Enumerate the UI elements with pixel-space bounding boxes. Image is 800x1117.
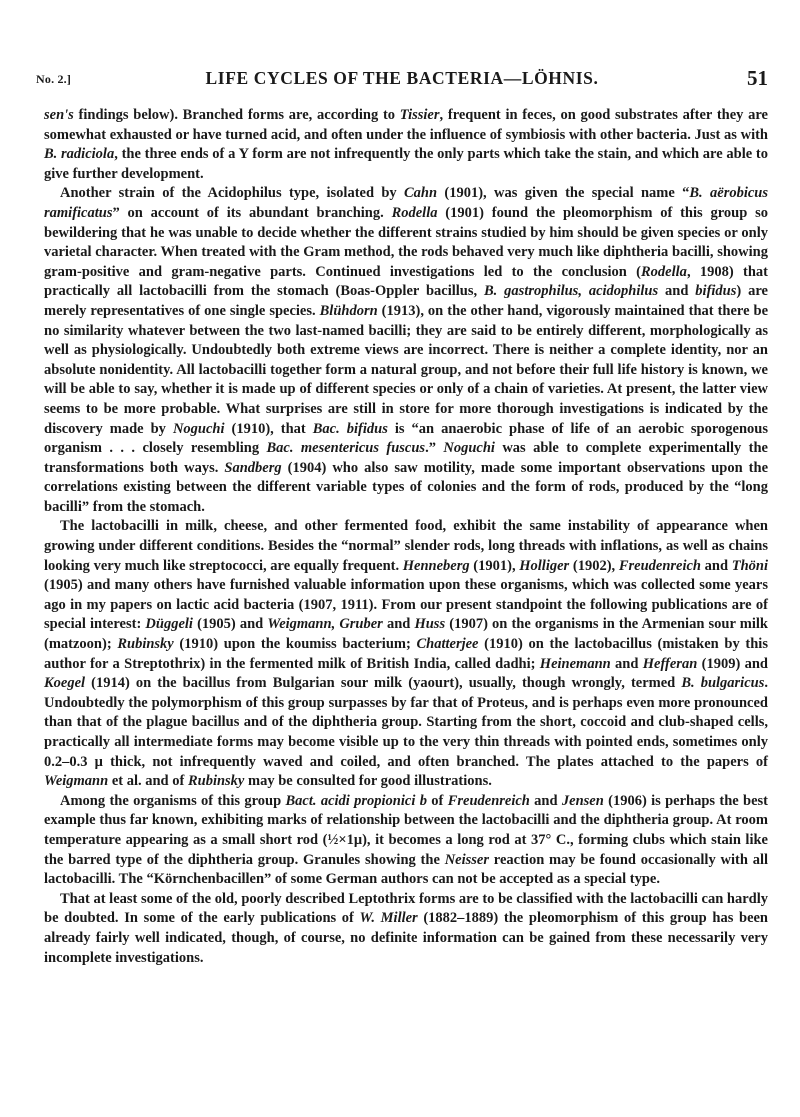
text-run: and — [701, 557, 732, 574]
text-run: (1905) and — [192, 616, 268, 633]
text-run: reaction may be found occasionally with all lactobacilli. The “Körnchenbacillen” of some German authors can not be accepted as a special type. — [44, 851, 768, 888]
text-run: (1902), — [569, 557, 619, 574]
italic-run: Chatterjee — [416, 636, 479, 653]
text-run: (1905) and many others have furnished valuable information upon these organisms, which was collected some years ago in my papers on lactic acid bacteria (1907, 1911). From our present standpoint the following publications are of special interest: — [44, 577, 768, 633]
text-run: findings below). Branched forms are, according to — [73, 107, 400, 123]
text-run: (1901), was given the special name “ — [437, 185, 690, 202]
text-run: The lactobacilli in milk, cheese, and other fermented food, exhibit the same instability of appearance when growing under different conditions. Besides the “normal” slender rods, long threads with inflations, as well as chains looking very much like streptococci, are equally frequent. — [44, 518, 768, 574]
paragraph — [44, 890, 768, 968]
italic-run: Bac. mesentericus fuscus — [266, 440, 426, 457]
text-run: and — [529, 792, 562, 809]
italic-run: B. gastrophilus, acidophilus — [484, 283, 659, 300]
text-run: , the three ends of a Y form are not infrequently the only parts which take the stain, and which are able to give further development. — [44, 146, 768, 182]
article-body — [44, 106, 768, 968]
text-run: and — [658, 283, 696, 300]
text-run: .” — [425, 440, 444, 457]
text-run: (1901) found the pleomorphism of this group so bewildering that he was unable to decide whether the different strains studied by him should be given species or only varietal character. When treated with the Gram method, the rods behaved very much like diphtheria bacilli, showing gram-positive and gram-negative parts. Continued investigations led to the conclusion ( — [44, 204, 768, 280]
italic-run: Freudenreich — [618, 557, 701, 574]
italic-run: B. radiciola — [44, 146, 115, 163]
text-run: et al. and of — [108, 773, 188, 790]
italic-run: Hefferan — [642, 655, 698, 672]
italic-run: W. Miller — [359, 910, 418, 927]
italic-run: Weigmann, Gruber — [267, 616, 383, 633]
italic-run: Noguchi — [172, 420, 225, 437]
italic-run: Freudenreich — [447, 792, 530, 809]
italic-run: B. aërobicus ramificatus — [44, 185, 769, 221]
text-run: and — [610, 655, 643, 672]
issue-number: No. 2.] — [36, 72, 72, 86]
text-run: (1914) on the bacillus from Bulgarian sour milk (yaourt), usually, though wrongly, termed — [85, 675, 682, 692]
italic-run: Heinemann — [539, 655, 611, 672]
text-run: is “an anaerobic phase of life of an aerobic sporogenous organism . . . closely resembling — [44, 420, 768, 457]
paragraph — [44, 184, 768, 517]
italic-run: Huss — [414, 616, 446, 633]
italic-run: Cahn — [404, 185, 438, 202]
text-run: (1906) is perhaps the best example thus far known, exhibiting marks of relationship between the lactobacilli and the diphtheria group. At room temperature appearing as a small short rod (½×1μ), it becomes a long rod at 37° C., forming clubs which stain like the barred type of the diphtheria group. Granules showing the — [44, 792, 769, 868]
running-header — [36, 66, 768, 92]
running-title: LIFE CYCLES OF THE BACTERIA—LÖHNIS. — [205, 68, 599, 88]
text-run: (1901), — [469, 557, 520, 574]
italic-run: Jensen — [561, 792, 604, 809]
text-run: (1910), that — [224, 420, 313, 437]
italic-run: Rodella — [641, 263, 687, 280]
text-run: (1910) on the lactobacillus (mistaken by this author for a Streptothrix) in the fermented milk of British India, called dadhi; — [44, 636, 768, 672]
italic-run: bifidus — [695, 283, 737, 300]
italic-run: Rubinsky — [187, 773, 245, 790]
italic-run: Thöni — [731, 557, 768, 574]
text-run: (1909) and — [697, 655, 768, 672]
text-run: , frequent in feces, on good substrates after they are somewhat exhausted or have turned acid, and often under the influence of symbiosis with other bacteria. Just as with — [44, 107, 768, 143]
paragraph — [44, 517, 768, 791]
italic-run: B. bulgaricus — [681, 675, 765, 692]
italic-run: Neisser — [444, 851, 489, 868]
italic-run: Bac. bifidus — [312, 420, 388, 437]
italic-run: Rubinsky — [117, 636, 174, 653]
paragraph — [44, 792, 768, 890]
italic-run: Noguchi — [443, 440, 495, 457]
italic-run: sen's — [44, 107, 74, 123]
italic-run: Weigmann — [44, 773, 109, 790]
italic-run: Bact. acidi propionici b — [285, 792, 427, 809]
italic-run: Koegel — [44, 675, 86, 692]
italic-run: Henneberg — [402, 557, 470, 574]
paragraph — [44, 106, 768, 184]
text-run: (1907) on the organisms in the Armenian sour milk (matzoon); — [44, 616, 768, 653]
text-run: (1882–1889) the pleomorphism of this group has been already fairly well indicated, though, of course, no definite information can be gained from these necessarily very incomplete investigations. — [44, 910, 768, 966]
italic-run: Sandberg — [224, 459, 282, 476]
text-run: may be consulted for good illustrations. — [244, 773, 492, 790]
italic-run: Holliger — [519, 557, 570, 574]
text-run: ” on account of its abundant branching. — [112, 204, 392, 221]
text-run: . Undoubtedly the polymorphism of this group surpasses by far that of Proteus, and is perhaps even more pronounced than that of the plague bacillus and of the diphtheria group. Starting from the short, coccoid and club-shaped cells, practically all intermediate forms may become visible up to the very thin threads with pointed ends, sometimes only 0.2–0.3 μ thick, not infrequently waved and coiled, and often branched. The plates attached to the papers of — [44, 675, 768, 770]
italic-run: Rodella — [391, 204, 438, 221]
text-run: and — [382, 616, 415, 633]
text-run: Among the organisms of this group — [60, 792, 286, 809]
text-run: Another strain of the Acidophilus type, isolated by — [60, 185, 404, 202]
italic-run: Blühdorn — [319, 302, 378, 319]
text-run: was able to complete experimentally the transformations both ways. — [44, 440, 768, 476]
italic-run: Düggeli — [145, 616, 193, 633]
text-run: (1904) who also saw motility, made some important observations upon the correlations existing between the different variable types of colonies and the form of rods, produced by the “long bacilli” from the stomach. — [44, 459, 768, 515]
text-run: , 1908) that practically all lactobacilli from the stomach (Boas-Oppler bacillus, — [44, 263, 768, 300]
italic-run: Tissier — [399, 107, 440, 123]
text-run: That at least some of the old, poorly described Leptothrix forms are to be classified with the lactobacilli can hardly be doubted. In some of the early publications of — [44, 890, 768, 927]
text-run: (1913), on the other hand, vigorously maintained that there be no similarity whatever between the two last-named bacilli; they are said to be entirely different, morphologically as well as physiologically. Undoubtedly both extreme views are incorrect. There is neither a complete identity, nor an absolute nonidentity. All lactobacilli together form a natural group, and not before their full life history is known, we will be able to say, whether it is made up of different species or only of a chain of varieties. At present, the latter view seems to be more probable. What surprises are still in store for more thorough investigations is indicated by the discovery made by — [44, 302, 768, 437]
text-run: ) are merely representatives of one single species. — [44, 283, 768, 319]
text-run: of — [426, 792, 448, 809]
text-run: (1910) upon the koumiss bacterium; — [173, 636, 417, 653]
page-number: 51 — [747, 66, 768, 90]
